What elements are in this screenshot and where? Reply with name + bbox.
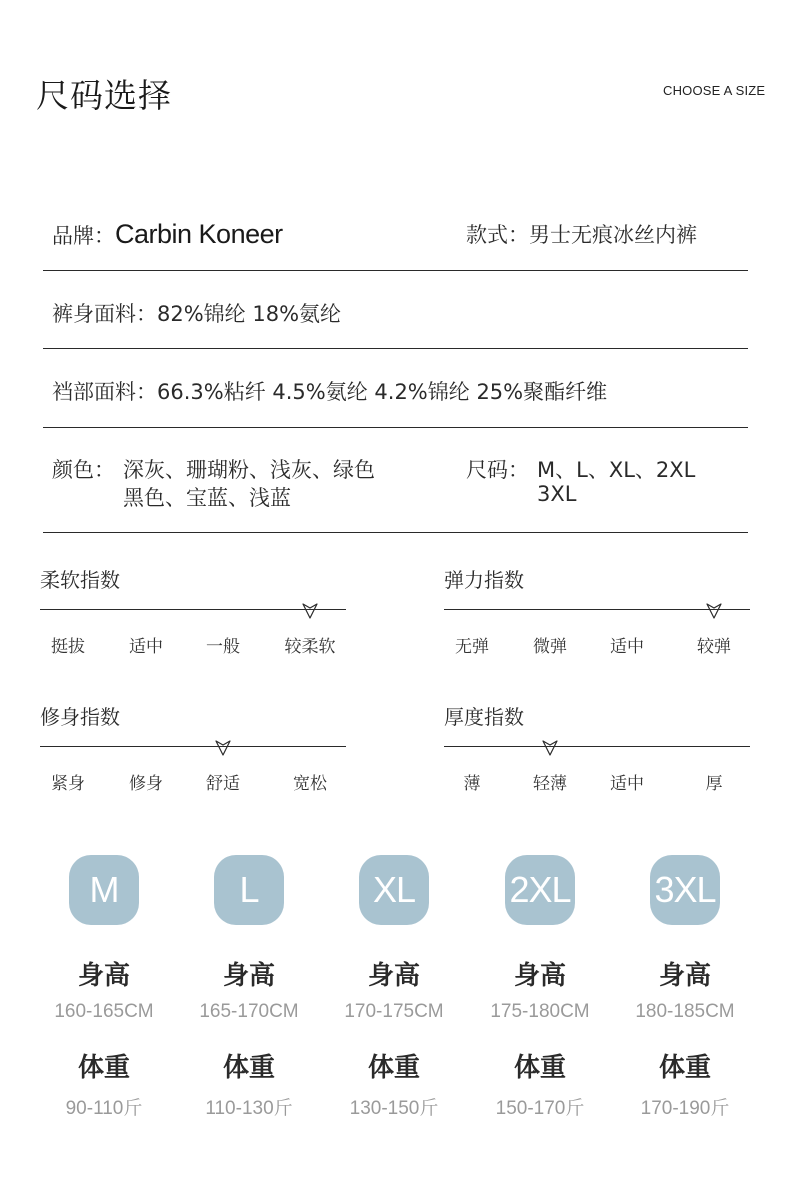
- body-fabric-value: 82%锦纶 18%氨纶: [157, 302, 342, 326]
- height-range: 170-175CM: [344, 1001, 444, 1022]
- height-range: 160-165CM: [54, 1001, 154, 1022]
- index-label: 较柔软: [284, 637, 336, 657]
- index-label: 薄: [463, 774, 481, 794]
- index-label: 较弹: [697, 637, 731, 657]
- index-label: 无弹: [455, 637, 489, 657]
- crotch-fabric-label: 裆部面料：: [52, 380, 157, 404]
- weight-label: 体重: [367, 1053, 420, 1083]
- weight-label: 体重: [222, 1053, 275, 1083]
- index-scale-line: [444, 746, 750, 747]
- index-label: 厚: [705, 774, 723, 794]
- index-marker-icon: [301, 602, 319, 620]
- size-values-line1: M、L、XL、2XL: [537, 458, 696, 482]
- index-marker-icon: [214, 739, 232, 757]
- index-marker-icon: [541, 739, 559, 757]
- color-label: 颜色：: [52, 458, 115, 482]
- index-label: 适中: [610, 637, 644, 657]
- index-label: 挺拔: [51, 637, 85, 657]
- fit-index: [40, 701, 327, 794]
- weight-range: 110-130斤: [205, 1098, 293, 1119]
- size-badge: 2XL: [505, 855, 575, 925]
- height-label: 身高: [77, 961, 130, 991]
- height-label: 身高: [658, 961, 711, 991]
- index-label: 修身: [129, 774, 163, 794]
- size-badge: 3XL: [650, 855, 720, 925]
- page-title: 尺码选择: [36, 76, 172, 115]
- style-label: 款式：: [466, 223, 529, 247]
- weight-range: 130-150斤: [349, 1098, 439, 1119]
- height-label: 身高: [367, 961, 420, 991]
- size-badge: L: [214, 855, 284, 925]
- height-label: 身高: [513, 961, 566, 991]
- index-label: 一般: [206, 637, 240, 657]
- index-label: 适中: [610, 774, 644, 794]
- divider: [43, 270, 748, 271]
- divider: [43, 427, 748, 428]
- height-range: 180-185CM: [635, 1001, 735, 1022]
- weight-label: 体重: [77, 1053, 130, 1083]
- brand-row: [52, 219, 283, 250]
- size-label: 尺码：: [466, 458, 529, 482]
- weight-label: 体重: [658, 1053, 711, 1083]
- crotch-fabric-value: 66.3%粘纤 4.5%氨纶 4.2%锦纶 25%聚酯纤维: [157, 380, 608, 404]
- index-title: 弹力指数: [444, 568, 524, 592]
- color-values-line1: 深灰、珊瑚粉、浅灰、绿色: [123, 458, 375, 482]
- index-label: 轻薄: [533, 774, 567, 794]
- height-label: 身高: [222, 961, 275, 991]
- page-subtitle: CHOOSE A SIZE: [663, 83, 766, 98]
- height-range: 165-170CM: [199, 1001, 299, 1022]
- index-label: 宽松: [293, 774, 327, 794]
- index-label: 舒适: [206, 774, 240, 794]
- index-label: 紧身: [51, 774, 85, 794]
- elasticity-index: [444, 564, 731, 657]
- divider: [43, 348, 748, 349]
- weight-range: 150-170斤: [495, 1098, 585, 1119]
- brand-name: Carbin Koneer: [115, 219, 283, 249]
- thickness-index: [444, 701, 723, 794]
- size-badge: XL: [359, 855, 429, 925]
- style-row: [466, 219, 697, 249]
- weight-range: 170-190斤: [640, 1098, 730, 1119]
- index-marker-icon: [705, 602, 723, 620]
- index-title: 柔软指数: [40, 568, 120, 592]
- index-title: 修身指数: [40, 705, 120, 729]
- index-label: 适中: [129, 637, 163, 657]
- brand-label: 品牌：: [52, 224, 115, 248]
- divider: [43, 532, 748, 533]
- index-label: 微弹: [533, 637, 567, 657]
- size-badge: M: [69, 855, 139, 925]
- weight-label: 体重: [513, 1053, 566, 1083]
- body-fabric-label: 裤身面料：: [52, 302, 157, 326]
- weight-range: 90-110斤: [65, 1098, 143, 1119]
- size-values-line2: 3XL: [537, 482, 577, 506]
- softness-index: [40, 564, 336, 657]
- crotch-fabric-row: [52, 376, 607, 406]
- color-values-line2: 黑色、宝蓝、浅蓝: [123, 486, 291, 510]
- height-range: 175-180CM: [490, 1001, 590, 1022]
- index-scale-line: [40, 746, 346, 747]
- index-title: 厚度指数: [444, 705, 524, 729]
- body-fabric-row: [52, 298, 341, 328]
- style-value: 男士无痕冰丝内裤: [529, 223, 697, 247]
